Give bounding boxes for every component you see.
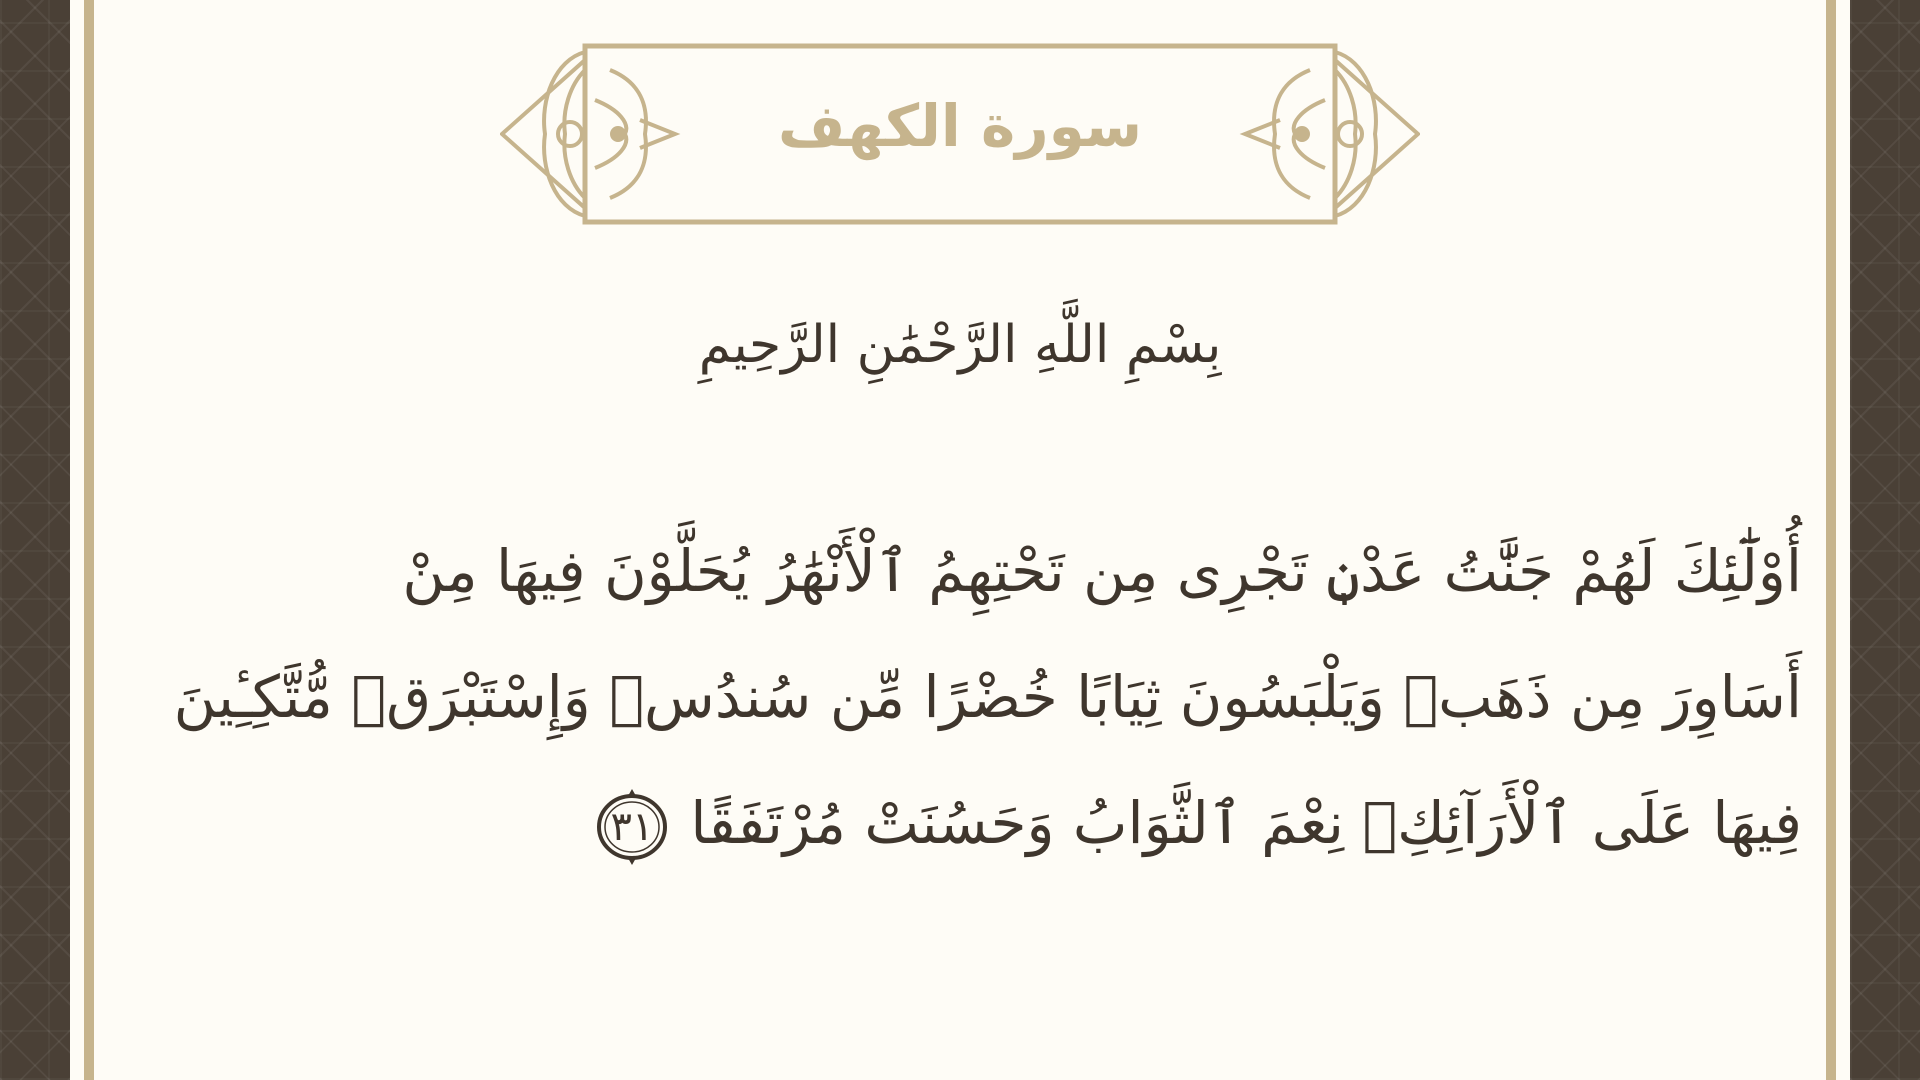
surah-header-cartouche [500, 40, 1420, 228]
right-border-gap [1836, 0, 1850, 1080]
ayah-number: ٣١ [610, 803, 654, 850]
left-ornamental-border [0, 0, 70, 1080]
right-gold-rule [1826, 0, 1836, 1080]
verse-line-2: أَسَاوِرَ مِن ذَهَبٖ وَيَلْبَسُونَ ثِيَابًا خُضْرًا مِّن سُندُسٖ وَإِسْتَبْرَقٖ مُّتَّكِـِٔينَ [173, 663, 1802, 731]
verse-text [150, 508, 1802, 886]
left-gold-rule [84, 0, 94, 1080]
verse-line-3-text: فِيهَا عَلَى ٱلْأَرَآئِكِۚ نِعْمَ ٱلثَّوَابُ وَحَسُنَتْ مُرْتَفَقًا [690, 789, 1802, 857]
verse-line-3 [150, 760, 1802, 886]
right-ornamental-border [1850, 0, 1920, 1080]
surah-title: سورة الكهف [778, 92, 1142, 160]
basmala-calligraphy: بِسْمِ اللَّهِ الرَّحْمَٰنِ الرَّحِيمِ [698, 315, 1222, 375]
left-border-gap [70, 0, 84, 1080]
verse-line-1: أُوْلَٰٓئِكَ لَهُمْ جَنَّٰتُ عَدْنٖ تَجْرِى مِن تَحْتِهِمُ ٱلْأَنْهَٰرُ يُحَلَّوْنَ فِيهَا مِنْ [402, 537, 1802, 605]
ayah-number-marker [592, 787, 672, 867]
